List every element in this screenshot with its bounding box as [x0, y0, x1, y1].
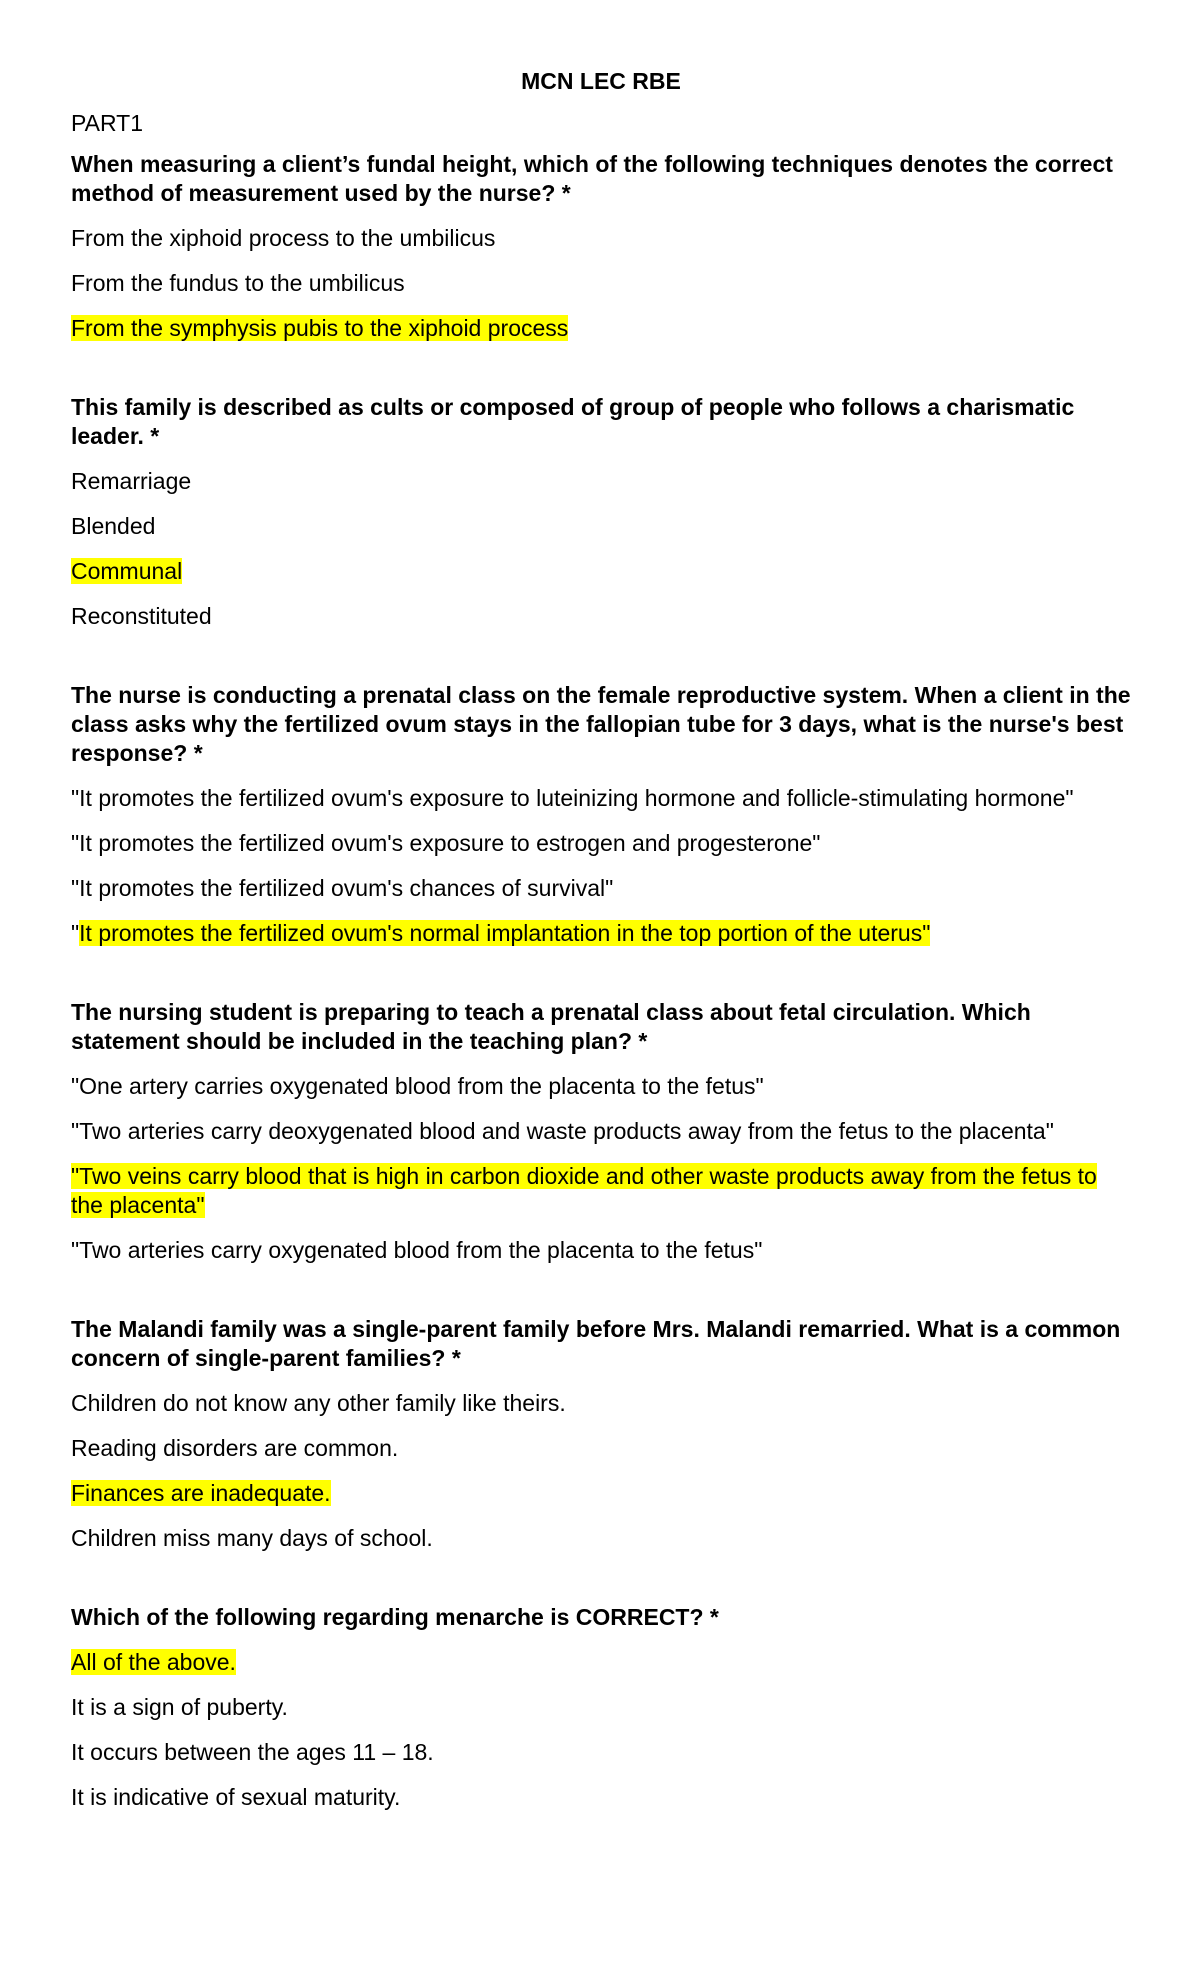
option-text: It is indicative of sexual maturity. — [71, 1784, 401, 1810]
answer-option — [71, 269, 1131, 298]
answer-option — [71, 829, 1131, 858]
option-text: "It promotes the fertilized ovum's exposure to luteinizing hormone and follicle-stimulating hormone" — [71, 785, 1074, 811]
question-block — [71, 681, 1131, 948]
answer-option — [71, 1738, 1131, 1767]
answer-option — [71, 1783, 1131, 1812]
answer-option-highlighted — [71, 1648, 1131, 1677]
answer-option — [71, 512, 1131, 541]
answer-option — [71, 1693, 1131, 1722]
option-text: It occurs between the ages 11 – 18. — [71, 1739, 434, 1765]
answer-option-highlighted — [71, 1162, 1131, 1220]
answer-option-highlighted — [71, 1479, 1131, 1508]
option-text: "Two veins carry blood that is high in carbon dioxide and other waste products away from the fetus to the placenta" — [71, 1163, 1097, 1218]
option-text: All of the above. — [71, 1649, 236, 1675]
option-text: Reading disorders are common. — [71, 1435, 399, 1461]
option-text: Finances are inadequate. — [71, 1480, 331, 1506]
question-text: When measuring a client’s fundal height, which of the following techniques denotes the correct method of measurement used by the nurse? * — [71, 151, 1113, 206]
document-title: MCN LEC RBE — [521, 68, 681, 94]
document-page — [71, 66, 1131, 1862]
option-text: Blended — [71, 513, 156, 539]
question-text: This family is described as cults or composed of group of people who follows a charismatic leader. * — [71, 394, 1075, 449]
answer-option — [71, 602, 1131, 631]
question-block — [71, 393, 1131, 631]
question-text: The nursing student is preparing to teach a prenatal class about fetal circulation. Which statement should be included in the teaching plan? * — [71, 999, 1031, 1054]
answer-option — [71, 1524, 1131, 1553]
option-text: Children miss many days of school. — [71, 1525, 433, 1551]
option-text: From the symphysis pubis to the xiphoid process — [71, 315, 569, 341]
option-text: Children do not know any other family like theirs. — [71, 1390, 566, 1416]
question-text: Which of the following regarding menarche is CORRECT? * — [71, 1604, 719, 1630]
option-text: From the fundus to the umbilicus — [71, 270, 405, 296]
question-block — [71, 150, 1131, 343]
part-label: PART1 — [71, 110, 144, 136]
answer-option — [71, 1072, 1131, 1101]
question-block — [71, 1315, 1131, 1553]
option-text: "One artery carries oxygenated blood from the placenta to the fetus" — [71, 1073, 764, 1099]
option-text: It promotes the fertilized ovum's normal implantation in the top portion of the uterus" — [79, 920, 931, 946]
question-list — [71, 150, 1131, 1812]
answer-option — [71, 224, 1131, 253]
option-text: It is a sign of puberty. — [71, 1694, 288, 1720]
option-text: Reconstituted — [71, 603, 212, 629]
answer-option — [71, 1117, 1131, 1146]
option-prefix: " — [71, 920, 80, 946]
option-text: "It promotes the fertilized ovum's exposure to estrogen and progesterone" — [71, 830, 821, 856]
answer-option-highlighted — [71, 314, 1131, 343]
question-text: The nurse is conducting a prenatal class on the female reproductive system. When a client in the class asks why the fertilized ovum stays in the fallopian tube for 3 days, what is the nurse's best response? * — [71, 682, 1131, 766]
option-text: From the xiphoid process to the umbilicus — [71, 225, 496, 251]
option-text: "It promotes the fertilized ovum's chances of survival" — [71, 875, 614, 901]
option-text: "Two arteries carry oxygenated blood from the placenta to the fetus" — [71, 1237, 763, 1263]
answer-option — [71, 467, 1131, 496]
answer-option — [71, 874, 1131, 903]
option-text: "Two arteries carry deoxygenated blood and waste products away from the fetus to the placenta" — [71, 1118, 1054, 1144]
question-block — [71, 998, 1131, 1265]
answer-option — [71, 1389, 1131, 1418]
question-text: The Malandi family was a single-parent family before Mrs. Malandi remarried. What is a common concern of single-parent families? * — [71, 1316, 1121, 1371]
question-block — [71, 1603, 1131, 1812]
answer-option — [71, 1434, 1131, 1463]
answer-option-highlighted — [71, 919, 1131, 948]
answer-option — [71, 1236, 1131, 1265]
answer-option-highlighted — [71, 557, 1131, 586]
answer-option — [71, 784, 1131, 813]
option-text: Communal — [71, 558, 183, 584]
option-text: Remarriage — [71, 468, 192, 494]
